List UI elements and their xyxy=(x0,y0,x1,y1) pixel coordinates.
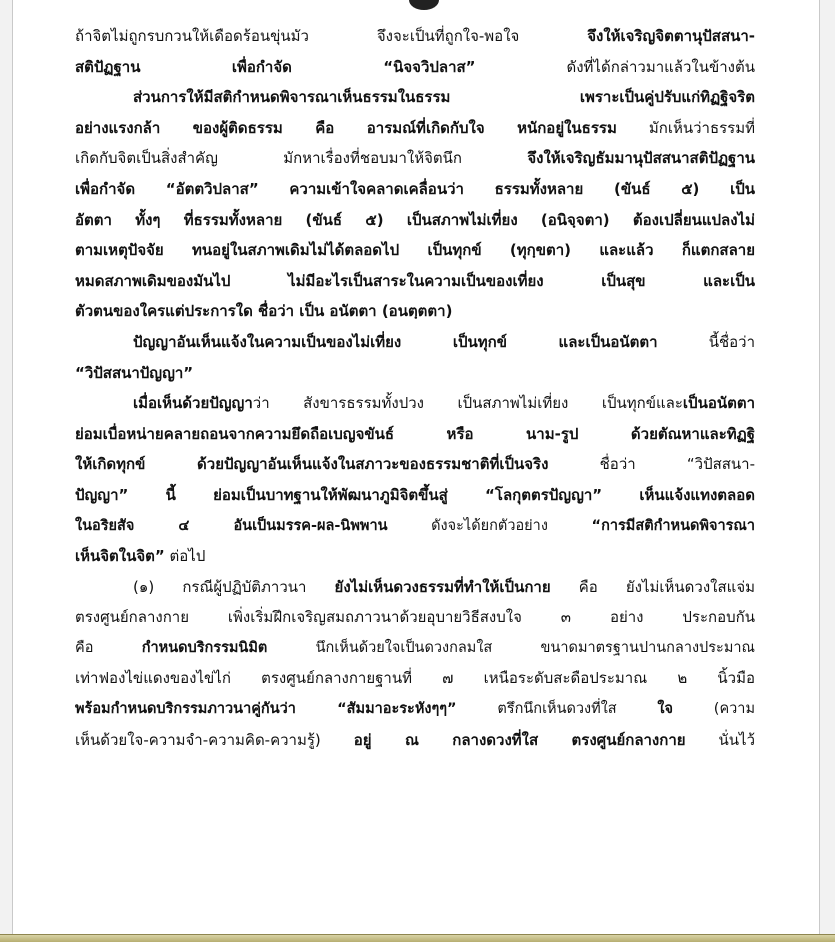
text-line xyxy=(75,541,755,572)
text-span: (ความ xyxy=(673,701,755,718)
text-span: คือ ยังไม่เห็นดวงใสแจ่ม xyxy=(550,577,755,596)
text-line xyxy=(75,694,755,725)
bold-text: จึงให้เจริญธัมมานุปัสสนาสติปัฏฐาน xyxy=(527,149,755,168)
text-span: ต่อไป xyxy=(164,547,206,566)
text-span: ว่า สังขารธรรมทั้งปวง เป็นสภาพไม่เที่ยง เป็นทุกข์และ xyxy=(252,394,683,413)
bold-text: ในอริยสัจ ๔ อันเป็นมรรค-ผล-นิพพาน xyxy=(75,517,388,534)
text-span: เกิดกับจิตเป็นสิ่งสำคัญ มักหาเรื่องที่ชอบมาให้จิตนึก xyxy=(75,149,528,168)
body-text xyxy=(75,21,755,755)
text-line xyxy=(75,480,755,511)
text-line xyxy=(75,633,755,664)
text-line xyxy=(75,327,755,358)
text-line xyxy=(75,419,755,450)
text-line xyxy=(75,235,755,266)
text-span: ตรึกนึกเห็นดวงที่ใส xyxy=(456,701,658,718)
text-span: เห็นด้วยใจ-ความจำ-ความคิด-ความรู้) xyxy=(75,730,354,749)
bold-text: ตามเหตุปัจจัย ทนอยู่ในสภาพเดิมไม่ได้ตลอดไป เป็นทุกข์ (ทุกฺขตา) และแล้ว ก็แตกสลาย xyxy=(75,241,755,260)
text-span: นั่นไว้ xyxy=(685,730,755,749)
bold-text: ตัวตนของใครแต่ประการใด ชื่อว่า เป็น อนัตตา (อนตฺตตา) xyxy=(75,302,453,321)
text-line xyxy=(75,82,755,113)
bold-text: ใจ xyxy=(657,701,673,718)
text-line xyxy=(75,725,755,756)
bold-text: เพื่อกำจัด “อัตตวิปลาส” ความเข้าใจคลาดเคลื่อนว่า ธรรมทั้งหลาย (ขันธ์ ๕) เป็น xyxy=(75,179,755,198)
text-line xyxy=(75,296,755,327)
bold-text: ปัญญาอันเห็นแจ้งในความเป็นของไม่เที่ยง เป็นทุกข์ และเป็นอนัตตา xyxy=(133,332,658,351)
text-line xyxy=(75,663,755,694)
text-line xyxy=(75,572,755,603)
text-line xyxy=(75,52,755,83)
text-span: เท่าฟองไข่แดงของไข่ไก่ ตรงศูนย์กลางกายฐานที่ ๗ เหนือระดับสะดือประมาณ ๒ นิ้วมือ xyxy=(75,669,755,688)
bold-text: อย่างแรงกล้า ของผู้ติดธรรม คือ อารมณ์ที่เกิดกับใจ หนักอยู่ในธรรม xyxy=(75,118,617,137)
text-line xyxy=(75,205,755,236)
bold-text: ย่อมเบื่อหน่ายคลายถอนจากความยึดถือเบญจขันธ์ หรือ xyxy=(75,424,527,443)
document-page xyxy=(12,0,820,934)
text-span: ถ้าจิตไม่ถูกรบกวนให้เดือดร้อนขุ่นมัว จึงจะเป็นที่ถูกใจ-พอใจ xyxy=(75,27,588,45)
bold-text: ปัญญา” นี้ ย่อมเป็นบาทฐานให้พัฒนาภูมิจิตขึ้นสู่ “โลกุตตรปัญญา” เห็นแจ้งแทงตลอด xyxy=(75,485,755,504)
bold-text: นาม-รูป xyxy=(526,424,579,443)
bold-text: ยังไม่เห็นดวงธรรมที่ทำให้เป็นกาย xyxy=(334,577,551,596)
bold-text: ส่วนการให้มีสติกำหนดพิจารณาเห็นธรรมในธรรม เพราะเป็นคู่ปรับแก่ทิฏฐิจริต xyxy=(133,88,755,107)
text-span: ชื่อว่า “วิปัสสนา- xyxy=(548,455,755,474)
text-span: (๑) กรณีผู้ปฏิบัติภาวนา xyxy=(133,577,335,596)
bold-text: ด้วยตัณหาและทิฏฐิ xyxy=(578,424,755,443)
bold-text: เมื่อเห็นด้วยปัญญา xyxy=(133,394,253,413)
text-span: ดังที่ได้กล่าวมาแล้วในข้างต้น xyxy=(475,57,755,76)
text-line xyxy=(75,449,755,480)
bold-text: จึงให้เจริญจิตตานุปัสสนา- xyxy=(587,27,755,45)
text-span: นี้ชื่อว่า xyxy=(657,332,755,351)
page-top-mark xyxy=(409,0,439,10)
bold-text: หมดสภาพเดิมของมันไป ไม่มีอะไรเป็นสาระในความเป็นของเที่ยง เป็นสุข และเป็น xyxy=(75,271,755,290)
text-span: มักเห็นว่าธรรมที่ xyxy=(616,118,755,137)
bold-text: “วิปัสสนาปัญญา” xyxy=(75,363,194,382)
bold-text: อัตตา ทั้งๆ ที่ธรรมทั้งหลาย (ขันธ์ ๕) เป็นสภาพไม่เที่ยง (อนิจฺจตา) ต้องเปลี่ยนแปลงไม่ xyxy=(75,210,755,229)
bold-text: ให้เกิดทุกข์ ด้วยปัญญาอันเห็นแจ้งในสภาวะของธรรมชาติที่เป็นจริง xyxy=(75,455,549,474)
text-line xyxy=(75,358,755,389)
text-line xyxy=(75,174,755,205)
text-line xyxy=(75,143,755,174)
bold-text: พร้อมกำหนดบริกรรมภาวนาคู่กันว่า “สัมมาอะระหังๆๆ” xyxy=(75,701,457,718)
bottom-bar xyxy=(0,934,835,942)
text-span: ดังจะได้ยกตัวอย่าง xyxy=(387,517,592,534)
text-span: ตรงศูนย์กลางกาย เพิ่งเริ่มฝึกเจริญสมถภาวนาด้วยอุบายวิธีสงบใจ ๓ อย่าง ประกอบกัน xyxy=(75,608,755,627)
bold-text: กำหนดบริกรรมนิมิต xyxy=(141,639,268,656)
text-line xyxy=(75,113,755,144)
bold-text: “การมีสติกำหนดพิจารณา xyxy=(591,517,755,534)
text-line xyxy=(75,602,755,633)
bold-text: สติปัฏฐาน เพื่อกำจัด “นิจจวิปลาส” xyxy=(75,57,476,76)
text-line xyxy=(75,266,755,297)
bold-text: เห็นจิตในจิต” xyxy=(75,547,165,566)
text-line xyxy=(75,511,755,542)
text-line xyxy=(75,388,755,419)
text-line xyxy=(75,21,755,52)
bold-text: เป็นอนัตตา xyxy=(682,394,755,413)
text-span: นึกเห็นด้วยใจเป็นดวงกลมใส ขนาดมาตรฐานปานกลางประมาณ xyxy=(267,639,755,656)
text-span: คือ xyxy=(75,639,142,656)
bold-text: อยู่ ณ กลางดวงที่ใส ตรงศูนย์กลางกาย xyxy=(353,730,686,749)
